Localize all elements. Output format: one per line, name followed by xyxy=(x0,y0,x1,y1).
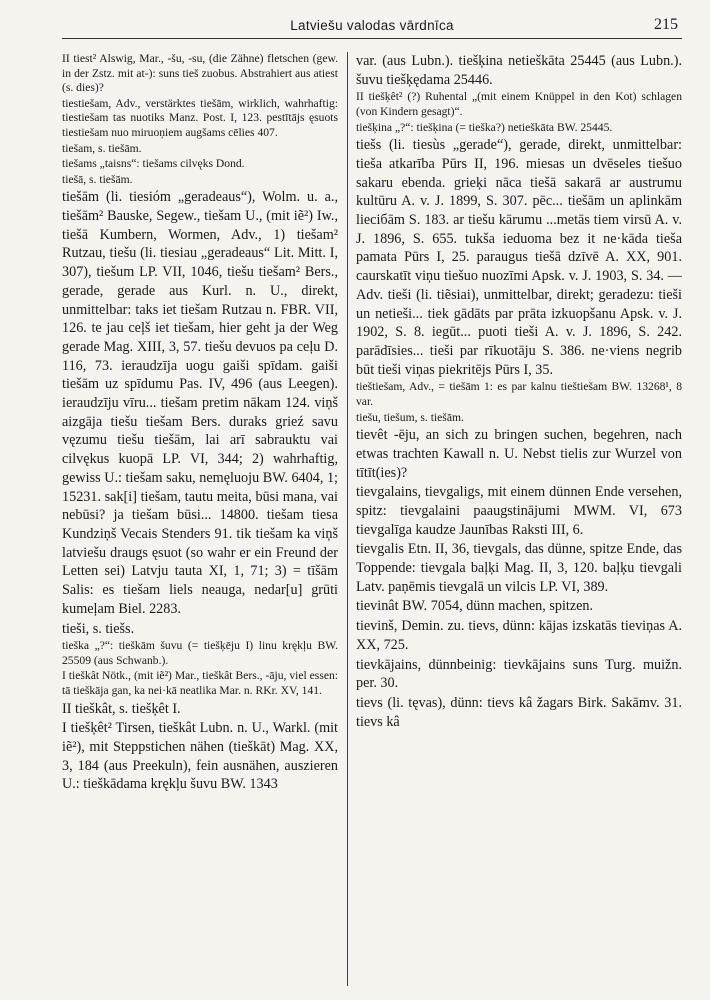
dictionary-entry: tiešam, s. tiešām. xyxy=(62,141,142,155)
dictionary-entry: tieška „?“: tieškām šuvu (= tiešķēju I) linu krękļu BW. 25509 (aus Schwanb.). xyxy=(62,639,338,667)
dictionary-entry: I tiešķêt² Tirsen, tieškât Lubn. n. U., Warkl. (mit iẽ²), mit Steppstichen nähen (tieškāt) Mag. XX, 3, 184 (aus Preekuln), fein ausnähen, auszieren U.: tieškādama krękļu šuvu BW. 1343 xyxy=(62,720,338,793)
column-divider xyxy=(347,52,348,986)
dictionary-entry: tievgalis Etn. II, 36, tievgals, das dünne, spitze Ende, das Toppende: tievgala baļķi Mag. II, 3, 120. baļķu tievgali Latv. paņēmis tievgalā un vilcis LP. VI, 389. xyxy=(356,541,682,595)
dictionary-entry: tievêt -ēju, an sich zu bringen suchen, begehren, nach etwas trachten Kawall n. U. Nebst tielis zur Wurzel von tītīt(ies)? xyxy=(356,427,682,481)
dictionary-entry: II tieškât, s. tiešķêt I. xyxy=(62,700,181,717)
left-column xyxy=(62,52,338,988)
dictionary-entry: tiešā, s. tiešām. xyxy=(62,172,133,186)
dictionary-entry: tievgalains, tievgaligs, mit einem dünnen Ende versehen, spitz: tievgalaini paaugstinājumi MWM. VI, 673 tievgalīga kaudze Jaunības Raksti III, 6. xyxy=(356,484,682,538)
dictionary-entry: tieštiešam, Adv., = tiešām 1: es par kalnu tieštiešam BW. 13268¹, 8 var. xyxy=(356,380,682,408)
page-header xyxy=(62,16,682,39)
dictionary-entry: tievs (li. tęvas), dünn: tievs kâ žagars Birk. Sakāmv. 31. tievs kâ xyxy=(356,694,682,730)
dictionary-entry: tievkājains, dünnbeinig: tievkājains suns Turg. muižn. per. 30. xyxy=(356,656,682,692)
dictionary-entry: tievinât BW. 7054, dünn machen, spitzen. xyxy=(356,598,594,615)
dictionary-entry: tievinš, Demin. zu. tievs, dünn: kājas izskatās tieviņas A. XX, 725. xyxy=(356,618,682,653)
dictionary-title: Latviešu valodas vārdnīca xyxy=(290,18,454,33)
dictionary-entry: tieši, s. tiešs. xyxy=(62,620,135,637)
dictionary-entry: var. (aus Lubn.). tiešķina netieškāta 25445 (aus Lubn.). šuvu tiešķędama 25446. xyxy=(356,53,682,88)
dictionary-entry: tiešs (li. tiesùs „gerade“), gerade, direkt, unmittelbar: tieša atkarība Pūrs II, 196. miesas un dvēseles tiešuo sakaru ebenda. grieķi nāca tiešā sakarā ar austrumu kultūru A. v. J. 1899, S. 307. pēc... tiešām un aplinkām lieciбām S. 183. ar tiešu kārumu ...metās tiem virsū A. v. J. 1896, S. 655. tukša ieduoma bez it ne·kāda tieša pamata Pūrs I, 25. paraugus tiešā dzīvē A. XX, 901. caurskatīt viņu tiešuo nuozīmi Apsk. v. J. 1903, S. 34. — Adv. tieši (li. tiẽsiai), unmittelbar, direkt; geradezu: tieši un netieši... tiek gādāts par prāta izkuopšanu Apsk. v. J. 1902, S. 8. iegūt... puoti tieši A. v. J. 1896, S. 242. parādīsies... tieši par rīkuotāju S. 386. ne·viens negrib būt tieši viņas piekritējs Pūrs I, 35. xyxy=(356,137,682,378)
dictionary-entry: tiešams „taisns“: tiešams cilvęks Dond. xyxy=(62,157,245,171)
dictionary-entry: I tieškât Nötk., (mit iẽ²) Mar., tieškât Bers., -āju, viel essen: tā tieškāja gan, ka nei·kā neatlika Mar. n. RKr. XV, 141. xyxy=(62,669,338,697)
dictionary-entry: tiestiešam, Adv., verstärktes tiešām, wirklich, wahrhaftig: tiestiešam tas nuotiks Manz. Post. I, 123. pestītājs ęsuots tiestiešam nuo miruoņiem augšams cēlies 407. xyxy=(62,96,338,139)
dictionary-entry: II tiest² Alswig, Mar., -šu, -su, (die Zähne) fletschen (gew. in der Zstz. mit at-): suns tieš zuobus. Abstrahiert aus atiest (s. dies)? xyxy=(62,52,338,95)
dictionary-entry: tiešu, tiešum, s. tiešām. xyxy=(356,410,464,424)
page-number: 215 xyxy=(654,16,678,33)
right-column xyxy=(356,52,682,988)
dictionary-entry: tiešām (li. tiesióm „geradeaus“), Wolm. u. a., tiešām² Bauske, Segew., tiešam U., (mit iẽ²) Iw., tiešā Kumbern, Wormen, Adv., 1) tiešam² Rutzau, tiešu (li. tiesiau „geradeaus“ Lit. Mitt. I, 307), tiešum LP. VII, 1046, tiešu tiešam² Bers., gerade, gerade aus Kurl. n. U., direkt, unmittelbar: taks iet tiešam Rutzau n. FBR. VII, 126. te jau ceļš iet tiešam, hier geht ja der Weg gerade Mag. XIII, 3, 57. tiešu devuos pa ceļu D. 116, 73. ieraudzīja uogu gaiši spīdam. gaiši tiešām uz spīdumu Pas. IV, 496 (aus Leegen). ieraudzīju vīru... tiešam pretim nākam 124. viņš aizgāja tiešu tiešam Bers. duraks grieź savu vęzumu tiešu tiešām, lai arī sabrauktu vai cilvękus kuopā LP. VI, 344; 2) wahrhaftig, gewiss U.: tiešam saku, nemęluoju BW. 6404, 1; 15231. sak[i] tiešam, tautu meita, būsi mana, vai nebūsi? ja tiešam būsi... 14800. tiešam tiesa Kundziņš Vecais Stenders 91. tik tiešam ka viņš latviešu draugs ęsuot (so wahr er ein Freund der Letten sei) Latvju tauta XI, 1, 71; 3) = tīšām Salis: es tiešam liels neauga, nedar[u] grūti kumeļam Biel. 2283. xyxy=(62,189,338,617)
dictionary-entry: tiešķina „?“: tiešķina (= tieška?) netieškāta BW. 25445. xyxy=(356,120,613,134)
dictionary-entry: II tiešķêt² (?) Ruhental „(mit einem Knüppel in den Kot) schlagen (von Kindern gesagt)“. xyxy=(356,90,682,118)
